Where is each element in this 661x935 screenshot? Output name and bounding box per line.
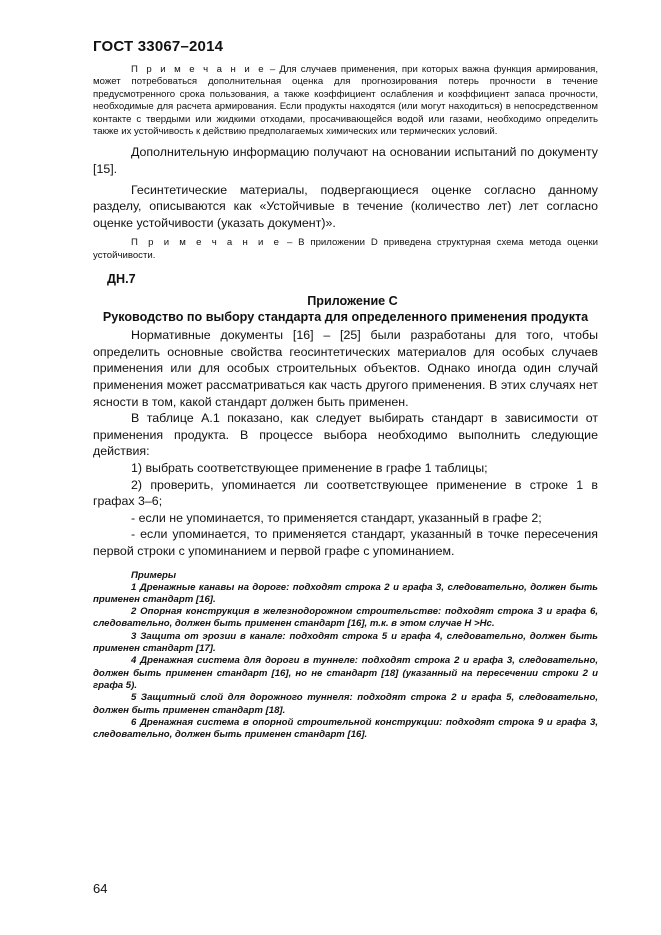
example-item: 1 Дренажные канавы на дороге: подходят строка 2 и графа 3, следовательно, должен быть применен стандарт [16]. — [93, 581, 598, 605]
note-text: – Для случаев применения, при которых важна функция армирования, может потребоваться дополнительная оценка для прогнозирования потерь прочности в течение предусмотренного срока пользования, а также коэффициент ослабления и коэффициент запаса прочности, необходимые для расчета армирования. Если продукты находятся (или могут находиться) в непосредственном контакте с твердыми или жидкими отходами, просачивающейся водой или газами, необходимо определить также их устойчивость к действию предполагаемых химических или термических условий. — [93, 64, 599, 138]
examples-heading: Примеры — [131, 569, 177, 581]
page-content — [93, 64, 598, 741]
note-label: П р и м е ч а н и е — [131, 64, 266, 75]
paragraph-geosynthetics: Гесинтетические материалы, подвергающиеся оценке согласно данному разделу, описываются как «Устойчивые в течение (количество лет) лет согласно оценке устойчивости (указать документ)». — [93, 182, 598, 230]
example-item: 2 Опорная конструкция в железнодорожном строительстве: подходят строка 3 и графа 6, следовательно, должен быть применен стандарт [16], т.к. в этом случае H >Hc. — [93, 606, 598, 630]
note-reinforcement — [93, 64, 598, 138]
example-item: 3 Защита от эрозии в канале: подходят строка 5 и графа 4, следовательно, должен быть применен стандарт [17]. — [93, 630, 598, 655]
document-header: ГОСТ 33067–2014 — [93, 38, 224, 55]
example-item: 6 Дренажная система в опорной строительной конструкции: подходят строка 9 и графа 3, следовательно, должен быть применен стандарт [16]. — [93, 716, 598, 741]
page-number: 64 — [93, 881, 108, 896]
step-1: 1) выбрать соответствующее применение в графе 1 таблицы; — [131, 460, 488, 475]
paragraph-additional-info: Дополнительную информацию получают на основании испытаний по документу [15]. — [93, 145, 598, 177]
step-dash-2: - если упоминается, то применяется стандарт, указанный в точке пересечения первой строки с упоминанием и первой графе с упоминанием. — [93, 527, 598, 558]
paragraph-normative-docs: Нормативные документы [16] – [25] были разработаны для того, чтобы определить основные свойства геосинтетических материалов для особых случаев применения или для особых строительных объектов. Однако иногда один случай применения может рассматриваться как часть другого применения. В этих случаях нет ясности в том, какой стандарт должен быть применен. — [93, 328, 598, 409]
note-text: – В приложении D приведена структурная схема метода оценки устойчивости. — [93, 237, 598, 261]
paragraph-table-a1: В таблице А.1 показано, как следует выбирать стандарт в зависимости от применения продукта. В процессе выбора необходимо выполнить следующие действия: — [93, 411, 598, 459]
example-item: 5 Защитный слой для дорожного туннеля: подходят строка 2 и графа 5, следовательно, должен быть применен стандарт [18]. — [93, 692, 598, 716]
section-heading: ДН.7 — [107, 272, 136, 287]
note-label: П р и м е ч а н и е — [131, 237, 282, 249]
note-appendix-d — [93, 237, 598, 262]
appendix-title: Приложение С — [307, 294, 398, 309]
step-2: 2) проверить, упоминается ли соответствующее применение в строке 1 в графах 3–6; — [93, 477, 598, 509]
step-dash-1: - если не упоминается, то применяется стандарт, указанный в графе 2; — [131, 510, 542, 525]
example-item: 4 Дренажная система для дороги в туннеле: подходят строка 2 и графа 3, следовательно, должен быть применен стандарт [16], но не стандарт [18] (указанный на пересечении строки 2 и графа 5). — [93, 655, 598, 691]
appendix-subtitle: Руководство по выбору стандарта для определенного применения продукта — [102, 309, 589, 324]
